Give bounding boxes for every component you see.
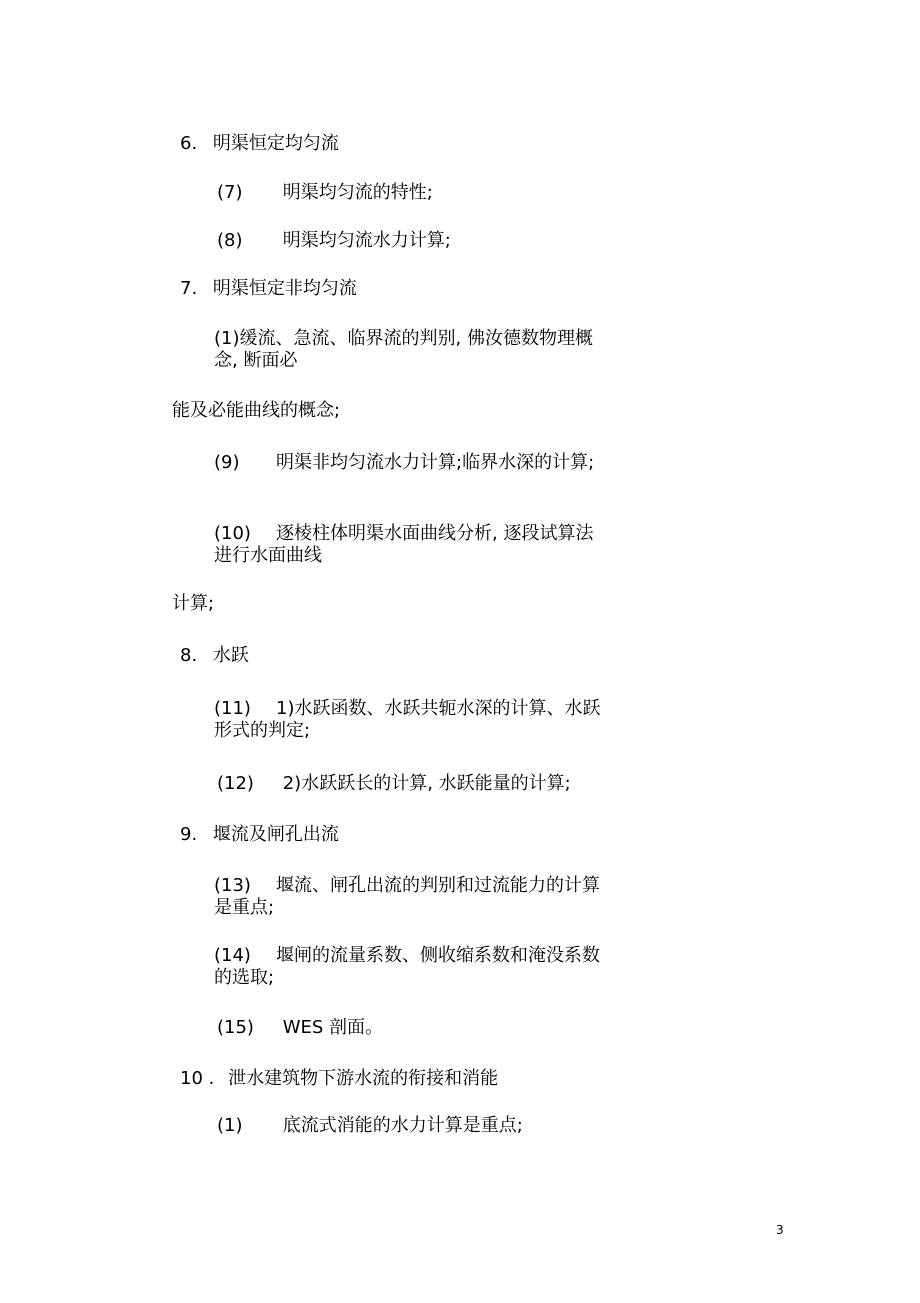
heading-number: 7. [180,278,198,299]
list-item [214,452,609,474]
heading-text: 明渠恒定非均匀流 [212,278,357,299]
heading-text: 明渠恒定均匀流 [212,133,339,154]
list-item [217,182,433,204]
list-item [214,523,609,567]
item-number: (7) [217,182,243,203]
list-item [214,328,609,372]
item-text: 明渠非均匀流水力计算;临界水深的计算; [276,452,595,473]
item-number: (13) [214,875,251,896]
list-item [214,875,609,919]
section-heading-9 [180,824,339,846]
item-text: 明渠均匀流水力计算; [282,230,451,251]
item-text: 底流式消能的水力计算是重点; [282,1115,523,1136]
item-number: (8) [217,230,243,251]
page-number: 3 [776,1223,784,1237]
heading-number: 8. [180,645,198,666]
item-number: (9) [214,452,240,473]
section-heading-8 [180,645,249,667]
list-item [214,945,609,989]
item-number: (12) [217,773,254,794]
heading-number: 6. [180,133,198,154]
continuation-line: 计算; [172,593,215,614]
item-text: 2)水跃跃长的计算, 水跃能量的计算; [282,773,571,794]
item-text: 明渠均匀流的特性; [282,182,433,203]
heading-text: 泄水建筑物下游水流的衔接和消能 [228,1068,499,1089]
list-item [217,1017,383,1039]
section-heading-6 [180,133,339,155]
list-item [217,230,451,252]
heading-text: 堰流及闸孔出流 [212,824,339,845]
continuation-line: 能及必能曲线的概念; [172,400,341,421]
heading-number: 9. [180,824,198,845]
item-text: WES 剖面。 [282,1017,384,1038]
item-text: 缓流、急流、临界流的判别, 佛汝德数物理概念, 断面必 [214,328,593,371]
item-number: (1) [217,1115,243,1136]
section-heading-7 [180,278,357,300]
list-item [217,1115,523,1137]
item-number: (14) [214,945,251,966]
item-number: (1) [214,328,240,349]
item-number: (15) [217,1017,254,1038]
heading-number: 10 . [180,1068,215,1089]
item-text: 逐棱柱体明渠水面曲线分析, 逐段试算法进行水面曲线 [214,523,594,566]
item-text: 堰流、闸孔出流的判别和过流能力的计算是重点; [214,875,600,918]
list-item [214,698,609,742]
item-text: 堰闸的流量系数、侧收缩系数和淹没系数的选取; [214,945,600,988]
heading-text: 水跃 [212,645,249,666]
section-heading-10 [180,1068,498,1090]
item-number: (11) [214,698,251,719]
item-text: 1)水跃函数、水跃共轭水深的计算、水跃形式的判定; [214,698,601,741]
item-number: (10) [214,523,251,544]
list-item [217,773,571,795]
